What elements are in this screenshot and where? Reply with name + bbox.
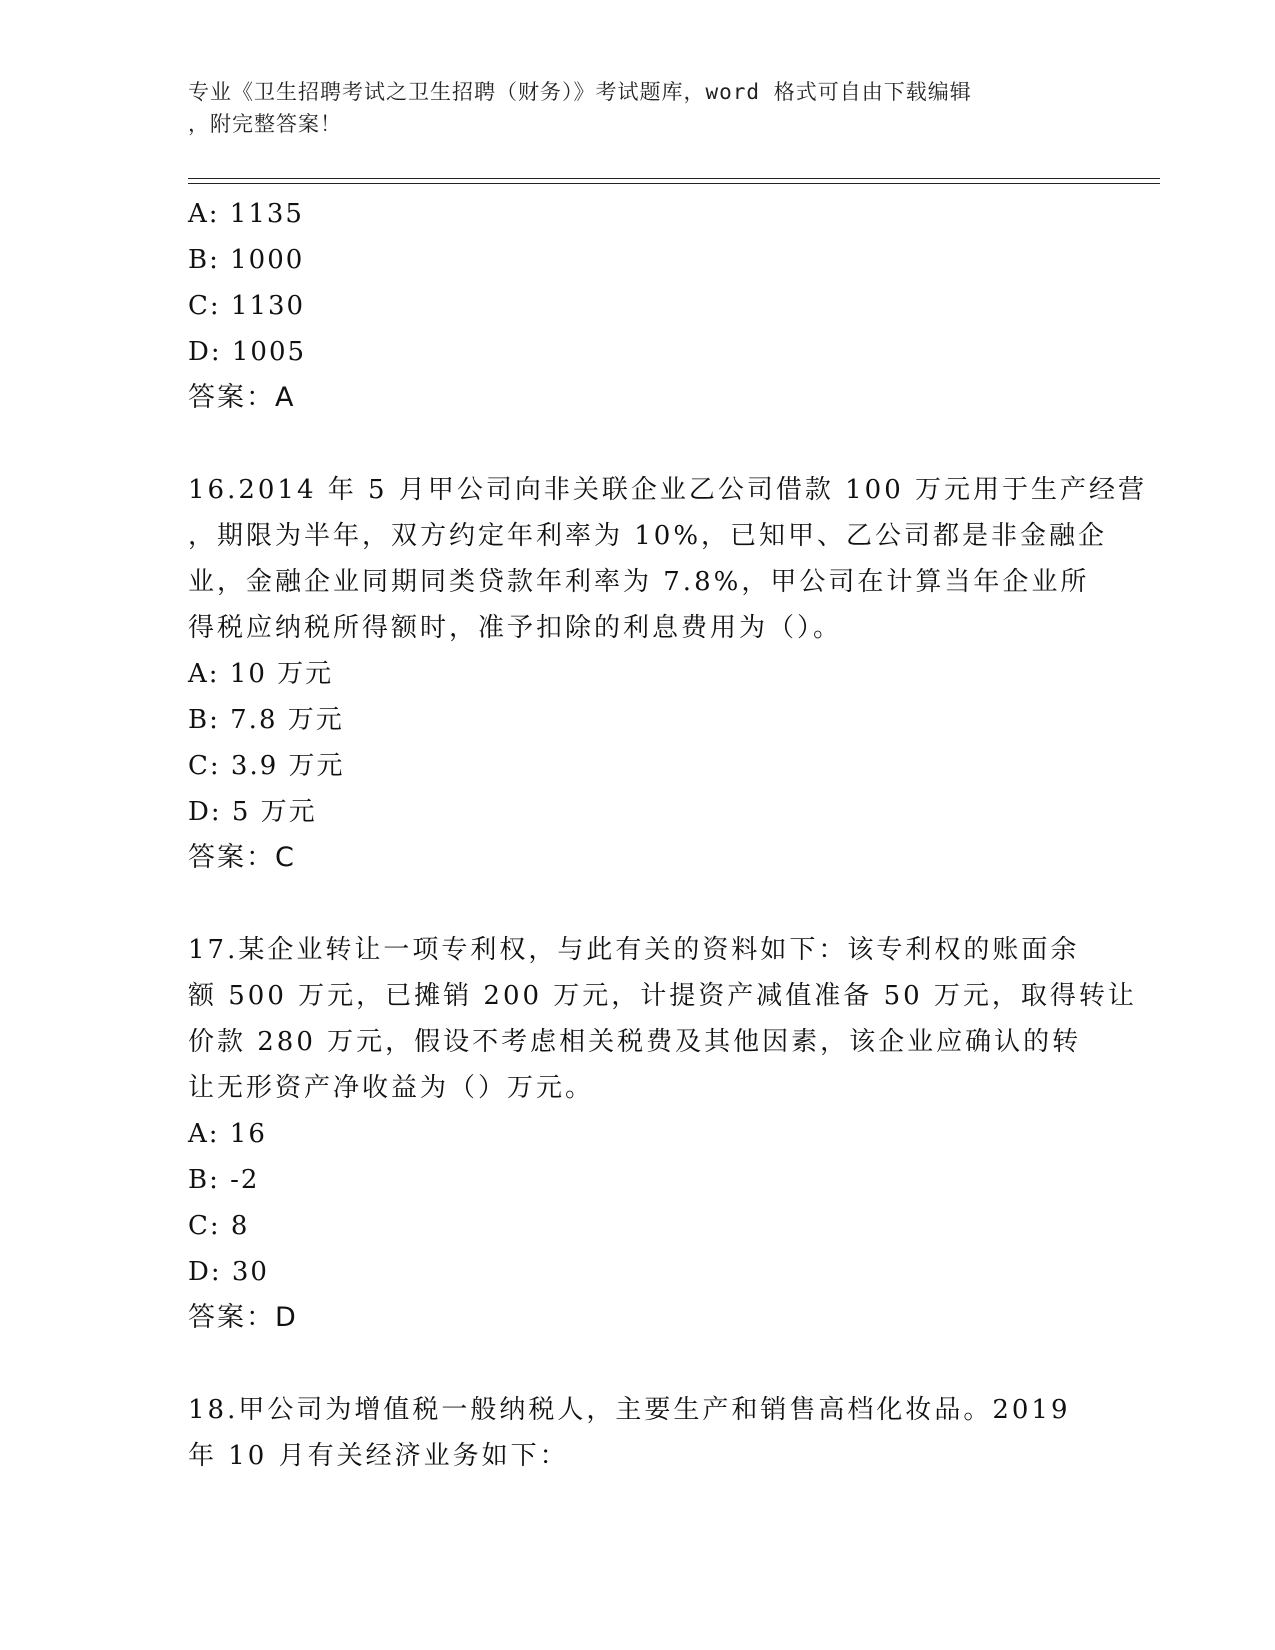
- q15-option-b: B: 1000: [188, 245, 305, 275]
- q16-stem-line-2: ，期限为半年，双方约定年利率为 10%，已知甲、乙公司都是非金融企: [188, 521, 1108, 551]
- q16-option-a: A: 10 万元: [188, 659, 334, 689]
- q16-option-d: D: 5 万元: [188, 797, 317, 827]
- q15-answer: 答案：A: [188, 382, 296, 413]
- q16-stem-line-3: 业，金融企业同期同类贷款年利率为 7.8%，甲公司在计算当年企业所: [188, 567, 1090, 597]
- header-line-1: 专业《卫生招聘考试之卫生招聘（财务）》考试题库，word 格式可自由下载编辑: [188, 80, 972, 104]
- q17-stem-line-3: 价款 280 万元，假设不考虑相关税费及其他因素，该企业应确认的转: [188, 1027, 1082, 1057]
- question-15: [188, 191, 1088, 421]
- document-header: [188, 76, 1088, 140]
- q16-option-c: C: 3.9 万元: [188, 751, 345, 781]
- spacer: [188, 1341, 1088, 1387]
- header-line-2: ，附完整答案！: [188, 112, 342, 136]
- q16-option-b: B: 7.8 万元: [188, 705, 344, 735]
- q17-option-d: D: 30: [188, 1257, 269, 1287]
- question-17: [188, 927, 1137, 1341]
- question-16: [188, 467, 1148, 881]
- header-divider-bottom: [188, 183, 1160, 184]
- q17-option-a: A: 16: [188, 1119, 267, 1149]
- q15-option-c: C: 1130: [188, 291, 306, 321]
- q18-stem-line-1: 18.甲公司为增值税一般纳税人，主要生产和销售高档化妆品。2019: [188, 1395, 1071, 1425]
- header-divider-top: [188, 178, 1160, 179]
- q17-stem-line-2: 额 500 万元，已摊销 200 万元，计提资产减值准备 50 万元，取得转让: [188, 981, 1137, 1011]
- spacer: [188, 881, 1088, 927]
- q18-stem-line-2: 年 10 月有关经济业务如下：: [188, 1441, 569, 1471]
- spacer: [188, 421, 1088, 467]
- q17-answer: 答案：D: [188, 1302, 298, 1333]
- q15-option-d: D: 1005: [188, 337, 307, 367]
- q17-stem-line-1: 17.某企业转让一项专利权，与此有关的资料如下：该专利权的账面余: [188, 935, 1080, 965]
- q16-stem-line-4: 得税应纳税所得额时，准予扣除的利息费用为（）。: [188, 613, 843, 643]
- question-content: [188, 191, 1148, 1479]
- q17-option-b: B: -2: [188, 1165, 260, 1195]
- question-18: [188, 1387, 1088, 1479]
- q17-stem-line-4: 让无形资产净收益为（）万元。: [188, 1073, 595, 1103]
- q15-option-a: A: 1135: [188, 199, 304, 229]
- q17-option-c: C: 8: [188, 1211, 250, 1241]
- q16-stem-line-1: 16.2014 年 5 月甲公司向非关联企业乙公司借款 100 万元用于生产经营: [188, 475, 1148, 505]
- q16-answer: 答案：C: [188, 842, 296, 873]
